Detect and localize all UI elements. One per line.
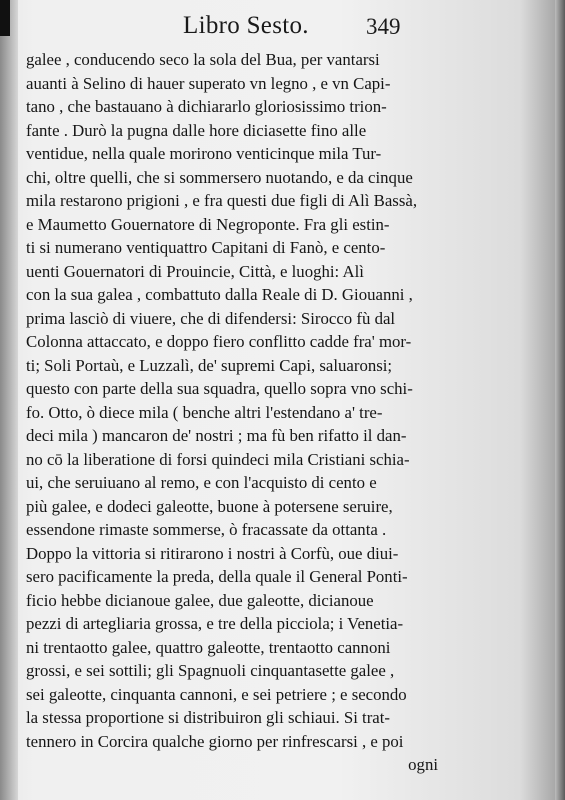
page-edge [555,0,565,800]
binding-shadow [0,0,18,800]
text-line: questo con parte della sua squadra, quello sopra vno schi- [26,379,413,398]
text-line: la stessa proportione si distribuiron gli schiaui. Si trat- [26,708,391,727]
text-line: sei galeotte, cinquanta cannoni, e sei petriere ; e secondo [26,684,407,704]
text-line: uenti Gouernatori di Prouincie, Città, e luoghi: Alì [26,261,364,281]
text-line: prima lasciò di viuere, che di difendersi: Sirocco fù dal [26,308,396,328]
text-line: ventidue, nella quale morirono venticinque mila Tur- [26,144,382,163]
text-line: Colonna attaccato, e doppo fiero conflitto cadde fra' mor- [26,332,412,351]
text-line: ni trentaotto galee, quattro galeotte, trentaotto cannoni [26,637,391,657]
text-line: più galee, e dodeci galeotte, buone à potersene seruire, [26,496,393,516]
text-line: galee , conducendo seco la sola del Bua, per vantarsi [26,50,380,69]
text-line: Doppo la vittoria si ritirarono i nostri à Corfù, oue diui- [26,543,399,563]
text-line: ti si numerano ventiquattro Capitani di Fanò, e cento- [26,238,386,257]
text-line: sero pacificamente la preda, della quale il General Ponti- [26,567,408,586]
page-number: 349 [366,14,401,39]
text-line: e Maumetto Gouernatore di Negroponte. Fra gli estin- [26,214,390,234]
catchword: ogni [408,755,438,774]
text-line: chi, oltre quelli, che si sommersero nuotando, e da cinque [26,167,413,187]
text-line: auanti à Selino di hauer superato vn legno , e vn Capi- [26,73,391,93]
text-line: fo. Otto, ò diece mila ( benche altri l'estendano a' tre- [26,402,383,422]
text-line: deci mila ) mancaron de' nostri ; ma fù ben rifatto il dan- [26,426,407,445]
text-line: ficio hebbe dicianoue galee, due galeotte, dicianoue [26,590,374,610]
text-line: no cō la liberatione di forsi quindeci mila Cristiani schia- [26,449,410,469]
running-head: Libro Sesto. [183,12,309,39]
text-line: ti; Soli Portaù, e Luzzalì, de' supremi Capi, saluaronsi; [26,355,393,375]
page-header [0,10,565,46]
text-line: fante . Durò la pugna dalle hore diciasette fino alle [26,120,367,140]
text-line: ui, che seruiuano al remo, e con l'acquisto di cento e [26,473,377,492]
text-line: mila restarono prigioni , e fra questi due figli di Alì Bassà, [26,191,418,210]
body-text [26,48,446,777]
text-line: grossi, e sei sottili; gli Spagnuoli cinquantasette galee , [26,661,395,680]
text-line: tano , che bastauano à dichiararlo gloriosissimo trion- [26,97,387,116]
text-line: tennero in Corcira qualche giorno per rinfrescarsi , e poi [26,731,404,751]
text-line: essendone rimaste sommerse, ò fracassate da ottanta . [26,520,387,539]
text-line: pezzi di artegliaria grossa, e tre della picciola; i Venetia- [26,614,404,633]
text-line: con la sua galea , combattuto dalla Reale di D. Giouanni , [26,285,413,304]
